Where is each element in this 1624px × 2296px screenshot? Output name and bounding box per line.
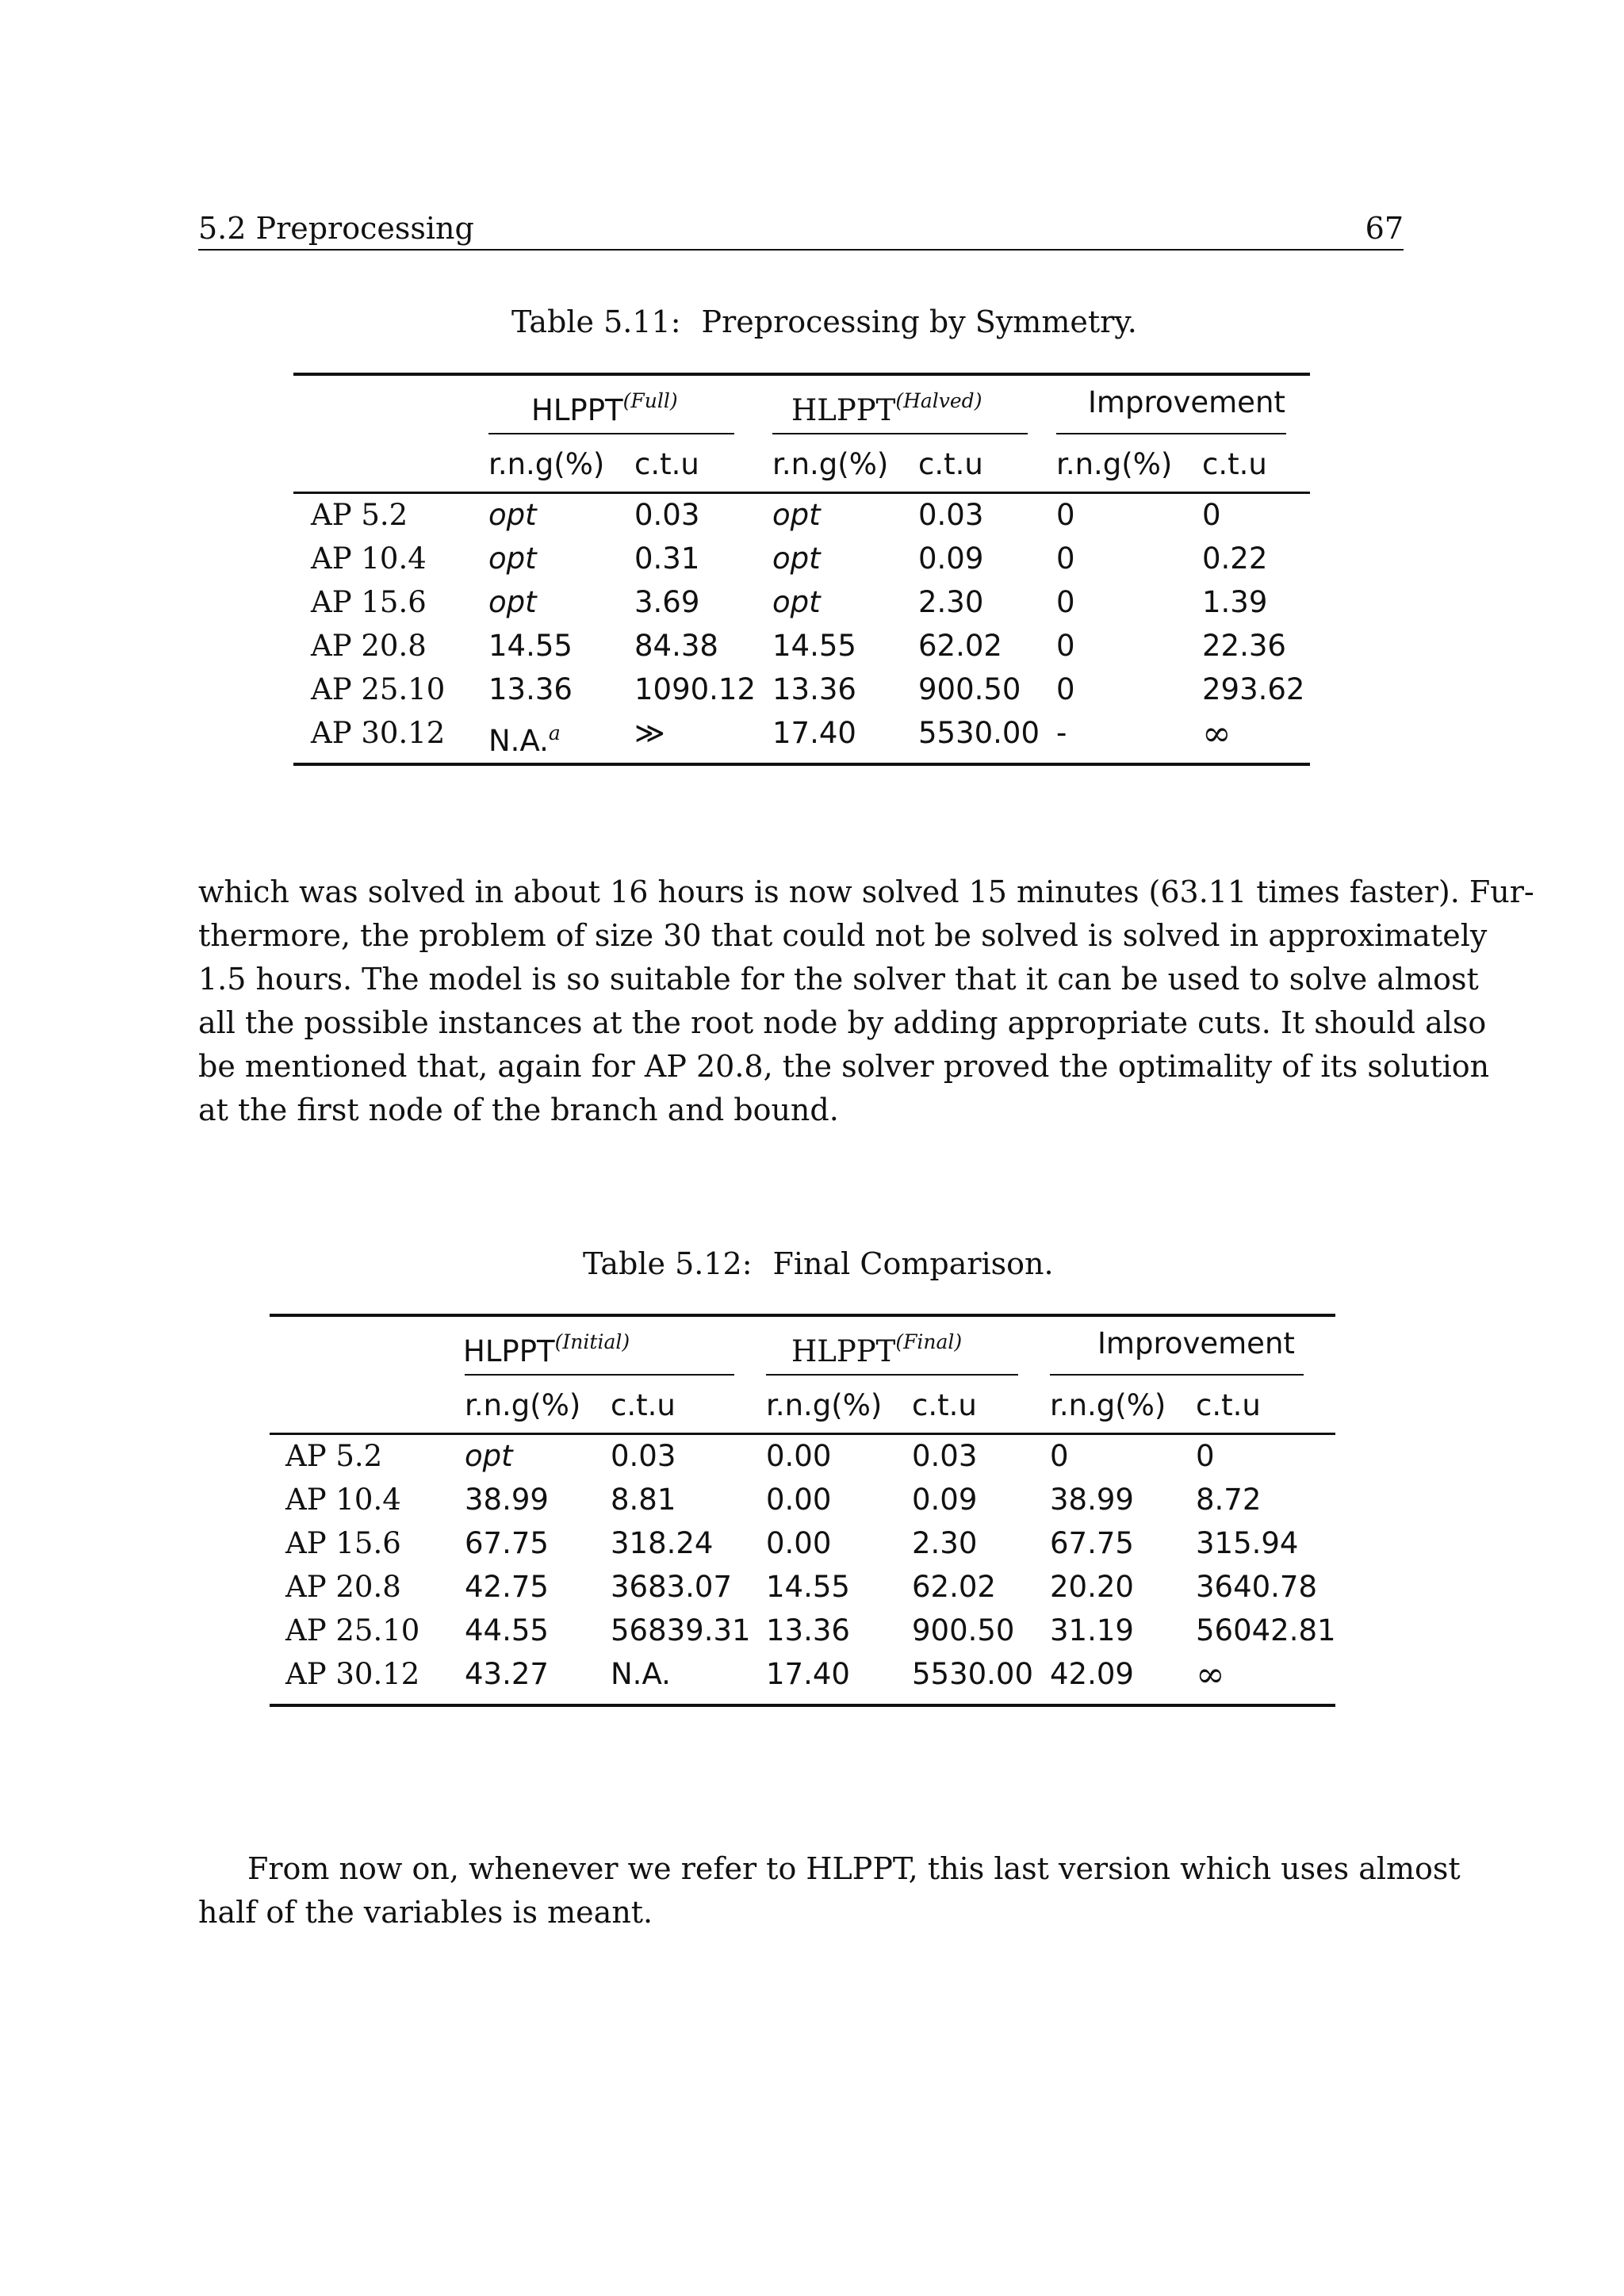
table-cell: 0.03 [634,498,700,532]
table-cell: 0.09 [918,541,984,576]
row-label: AP 20.8 [311,629,427,663]
group-header-improvement: Improvement [1097,1326,1295,1360]
row-label: AP 10.4 [311,541,427,576]
table1-caption-label: Table 5.11: [511,304,681,339]
table-cell: 318.24 [611,1526,714,1560]
table-cell: 38.99 [1050,1483,1134,1517]
group-header-hlppt-initial: $HLPPT^{(Initial)}$ [463,1330,630,1368]
subheader: r.n.g(%) [766,1388,883,1422]
table-cell: 0.03 [611,1439,676,1473]
paragraph-line: at the first node of the branch and bound. [198,1093,839,1127]
table-cell: 1090.12 [634,672,756,706]
section-title: 5.2 Preprocessing [198,211,474,246]
table-cell: 62.02 [918,629,1002,663]
table1-caption [511,301,1137,342]
paragraph-line: thermore, the problem of size 30 that could not be solved is solved in approximately [198,918,1488,953]
table-cell: opt [772,541,821,576]
table-cell: 293.62 [1202,672,1305,706]
table-cell: 0.03 [912,1439,978,1473]
bottom-rule [270,1704,1335,1707]
table-cell-with-footnote: N.A.$^a$ [488,721,561,758]
table-cell: opt [488,498,537,532]
row-label: AP 15.6 [285,1526,401,1560]
table-preprocessing-by-symmetry [293,373,1310,769]
table-cell: 0 [1056,541,1075,576]
table-cell: 42.75 [465,1570,549,1604]
running-header [198,208,1404,251]
table-cell: 0 [1056,498,1075,532]
table-cell: 0 [1196,1439,1215,1473]
table-cell: 56042.81 [1196,1613,1336,1647]
body-paragraph-1 [198,871,1534,1132]
table-cell: 14.55 [488,629,573,663]
table1-caption-text: Preprocessing by Symmetry. [701,304,1137,339]
table2-caption [583,1243,1054,1284]
table-cell: 3640.78 [1196,1570,1318,1604]
top-rule [270,1314,1335,1317]
table-cell: 3.69 [634,585,700,619]
subheader: r.n.g(%) [465,1388,581,1422]
table-cell: 14.55 [766,1570,850,1604]
subheader: c.t.u [634,447,699,481]
table-cell: 13.36 [766,1613,850,1647]
table-cell: 0.22 [1202,541,1268,576]
table-cell: 42.09 [1050,1657,1134,1691]
table-cell: opt [772,585,821,619]
table-cell: 14.55 [772,629,856,663]
mid-rule [293,492,1310,494]
cmidrule-2 [772,433,1028,434]
table-cell: 2.30 [918,585,984,619]
subheader: c.t.u [611,1388,676,1422]
paragraph-line: From now on, whenever we refer to HLPPT, this last version which uses almost [247,1851,1461,1886]
cmidrule-1 [465,1374,734,1376]
table-cell: 17.40 [766,1657,850,1691]
body-paragraph-2 [198,1847,1461,1934]
cmidrule-2 [766,1374,1018,1376]
table-cell: 22.36 [1202,629,1286,663]
table-cell: 5530.00 [912,1657,1034,1691]
paragraph-line: 1.5 hours. The model is so suitable for the solver that it can be used to solve almost [198,962,1479,997]
row-label: AP 20.8 [285,1570,401,1604]
table-cell: N.A. [611,1657,671,1691]
subheader: c.t.u [1202,447,1267,481]
table-cell: 67.75 [1050,1526,1134,1560]
table-cell: 0.09 [912,1483,978,1517]
mid-rule [270,1433,1335,1435]
cmidrule-3 [1056,433,1286,434]
subheader: r.n.g(%) [1050,1388,1166,1422]
subheader: r.n.g(%) [772,447,889,481]
cmidrule-3 [1050,1374,1304,1376]
table-cell: 56839.31 [611,1613,751,1647]
table-cell: 43.27 [465,1657,549,1691]
table-cell: 38.99 [465,1483,549,1517]
footnote-mark: a [548,721,561,744]
table-cell: 0.03 [918,498,984,532]
table-cell: 0.00 [766,1483,832,1517]
table-cell: opt [772,498,821,532]
row-label: AP 25.10 [311,672,446,706]
table-cell: 2.30 [912,1526,978,1560]
group-header-improvement: Improvement [1088,385,1285,419]
table-cell: 1.39 [1202,585,1268,619]
subheader: c.t.u [1196,1388,1261,1422]
cmidrule-1b [488,433,734,434]
table-cell: 5530.00 [918,716,1040,750]
bottom-rule [293,763,1310,766]
subheader: c.t.u [918,447,983,481]
group-header-hlppt-full: $HLPPT^{(Full)}$ [531,389,678,427]
top-rule [293,373,1310,376]
table-cell: 67.75 [465,1526,549,1560]
table-cell: 900.50 [918,672,1021,706]
group-header-hlppt-final: $HLPPT^{(Final)}$ [791,1330,963,1368]
page-number: 67 [1365,211,1404,246]
table-cell: 900.50 [912,1613,1015,1647]
table-cell: opt [488,541,537,576]
table-cell: 84.38 [634,629,718,663]
paragraph-line: half of the variables is meant. [198,1895,653,1930]
table-cell: 0 [1202,498,1221,532]
table-cell: 17.40 [772,716,856,750]
table-cell: 0 [1050,1439,1069,1473]
row-label: AP 10.4 [285,1483,401,1517]
table-cell: 0 [1056,629,1075,663]
paragraph-line: all the possible instances at the root node by adding appropriate cuts. It should also [198,1005,1487,1040]
table-final-comparison [270,1314,1335,1710]
table-cell: ∞ [1196,1655,1225,1695]
table-cell: 20.20 [1050,1570,1134,1604]
subheader: r.n.g(%) [488,447,605,481]
row-label: AP 5.2 [285,1439,383,1473]
row-label: AP 30.12 [311,716,446,750]
row-label: AP 30.12 [285,1657,420,1691]
table-cell: 62.02 [912,1570,996,1604]
row-label: AP 5.2 [311,498,408,532]
row-label: AP 15.6 [311,585,427,619]
table-cell: 0.00 [766,1439,832,1473]
table-cell: 13.36 [488,672,573,706]
table-cell: opt [488,585,537,619]
table-cell: ≫ [634,716,665,750]
table-cell: 315.94 [1196,1526,1299,1560]
table-cell: 8.81 [611,1483,676,1517]
subheader: r.n.g(%) [1056,447,1173,481]
table-cell: 31.19 [1050,1613,1134,1647]
table-cell: 0 [1056,585,1075,619]
table-cell: 3683.07 [611,1570,733,1604]
paragraph-line: which was solved in about 16 hours is now solved 15 minutes (63.11 times faster). Fur- [198,874,1534,909]
table2-caption-label: Table 5.12: [583,1246,753,1281]
table-cell: 0.00 [766,1526,832,1560]
table-cell: 44.55 [465,1613,549,1647]
group-header-hlppt-halved: $HLPPT^{(Halved)}$ [791,389,982,427]
table2-caption-text: Final Comparison. [772,1246,1054,1281]
paragraph-line: be mentioned that, again for AP 20.8, the solver proved the optimality of its solution [198,1049,1490,1084]
table-cell: 0 [1056,672,1075,706]
row-label: AP 25.10 [285,1613,420,1647]
table-cell: opt [465,1439,513,1473]
table-cell: - [1056,716,1067,750]
table-cell: 0.31 [634,541,700,576]
subheader: c.t.u [912,1388,977,1422]
table-cell: 8.72 [1196,1483,1262,1517]
table-cell: 13.36 [772,672,856,706]
table-cell: ∞ [1202,714,1231,754]
